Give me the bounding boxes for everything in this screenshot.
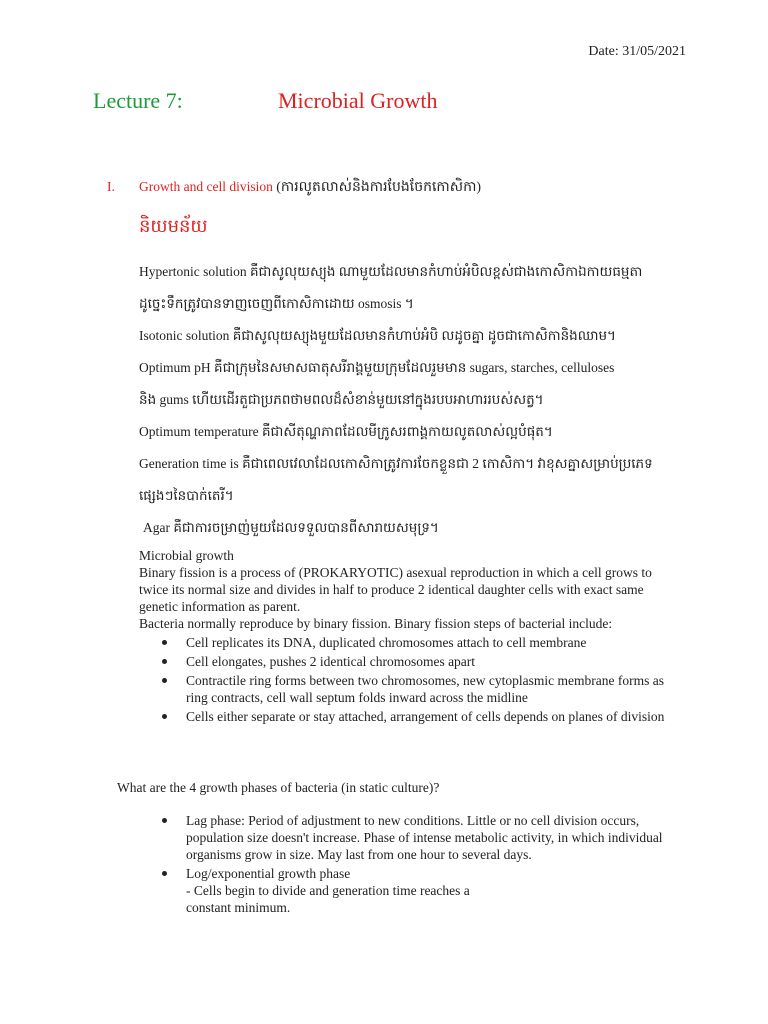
microbial-growth-heading: Microbial growth: [139, 548, 234, 563]
growth-phases-section: [139, 810, 684, 918]
growth-phases-list: [139, 812, 684, 916]
lecture-topic: Microbial Growth: [278, 88, 438, 113]
section-title: Growth and cell division: [139, 179, 273, 194]
section-title-khmer: (ការលូតលាស់និងការបែងចែកកោសិកា): [276, 180, 482, 195]
list-item: [139, 865, 684, 916]
definition-line: Isotonic solution គឺជាសូលុយស្យុងមួយដែលមានកំហាប់អំបិ លដូចគ្នា ដូចជាកោសិកានិងឈាម។: [139, 328, 616, 343]
definition-line: Agar គឺជាការចម្រាញ់មួយដែលទទួលបានពីសារាយសមុទ្រ។: [143, 520, 439, 535]
definitions-heading: និយមន័យ: [139, 216, 208, 236]
list-item: Lag phase: Period of adjustment to new conditions. Little or no cell division occurs, population size doesn't increase. Phase of intense metabolic activity, in which individual organisms grow in size. May last from one hour to several days.: [139, 812, 684, 863]
document-date: Date: 31/05/2021: [588, 44, 686, 59]
list-item: Cells either separate or stay attached, arrangement of cells depends on planes of division: [139, 708, 669, 725]
section-heading: [107, 177, 481, 198]
list-item: Cell replicates its DNA, duplicated chromosomes attach to cell membrane: [139, 634, 669, 651]
log-phase-line: - Cells begin to divide and generation time reaches a: [186, 883, 470, 898]
binary-fission-steps-intro: Bacteria normally reproduce by binary fission. Binary fission steps of bacterial include:: [139, 616, 613, 631]
list-item: Contractile ring forms between two chromosomes, new cytoplasmic membrane forms as ring contracts, cell wall septum folds inward across the midline: [139, 672, 669, 706]
binary-fission-paragraph: Binary fission is a process of (PROKARYOTIC) asexual reproduction in which a cell grows to twice its normal size and divides in half to produce 2 identical daughter cells with exact same genetic information as parent.: [139, 565, 652, 614]
binary-fission-steps-list: [139, 634, 669, 725]
definition-line: Generation time is គឺជាពេលវេលាដែលកោសិកាត្រូវការចែកខ្លួនជា 2 កោសិកា។ វាខុសគ្នាសម្រាប់ប្រភេទ: [139, 456, 653, 471]
definition-line: ដូច្នេះទឹកត្រូវបានទាញចេញពីកោសិកាដោយ osmosis ។: [139, 296, 414, 311]
definition-line: ផ្សេងៗនៃបាក់តេរី។: [139, 488, 234, 503]
log-phase-line: constant minimum.: [186, 900, 291, 915]
growth-phases-question: What are the 4 growth phases of bacteria (in static culture)?: [117, 780, 440, 795]
lecture-number: Lecture 7:: [93, 88, 183, 113]
definition-line: Hypertonic solution គឺជាសូលុយស្យុង ណាមួយដែលមានកំហាប់អំបិលខ្ពស់ជាងកោសិកាឯកាយធម្មតា: [139, 264, 643, 279]
section-number: I.: [107, 179, 115, 194]
definition-line: Optimum pH គឺជាក្រុមនៃសមាសធាតុសរីរាង្គមួយក្រុមដែលរួមមាន sugars, starches, celluloses: [139, 360, 615, 375]
log-phase-title: Log/exponential growth phase: [186, 866, 351, 881]
definitions-list: [139, 262, 669, 550]
microbial-growth-section: [139, 547, 669, 725]
definition-line: Optimum temperature គឺជាសីតុណ្ហភាពដែលមីក្រូសរពាង្គកាយលូតលាស់ល្អបំផុត។: [139, 424, 553, 439]
definition-line: និង gums ហើយដើរតួជាប្រភពថាមពលដ៏សំខាន់មួយនៅក្នុងរបបអាហាររបស់សត្វ។: [139, 392, 544, 407]
list-item: Cell elongates, pushes 2 identical chromosomes apart: [139, 653, 669, 670]
